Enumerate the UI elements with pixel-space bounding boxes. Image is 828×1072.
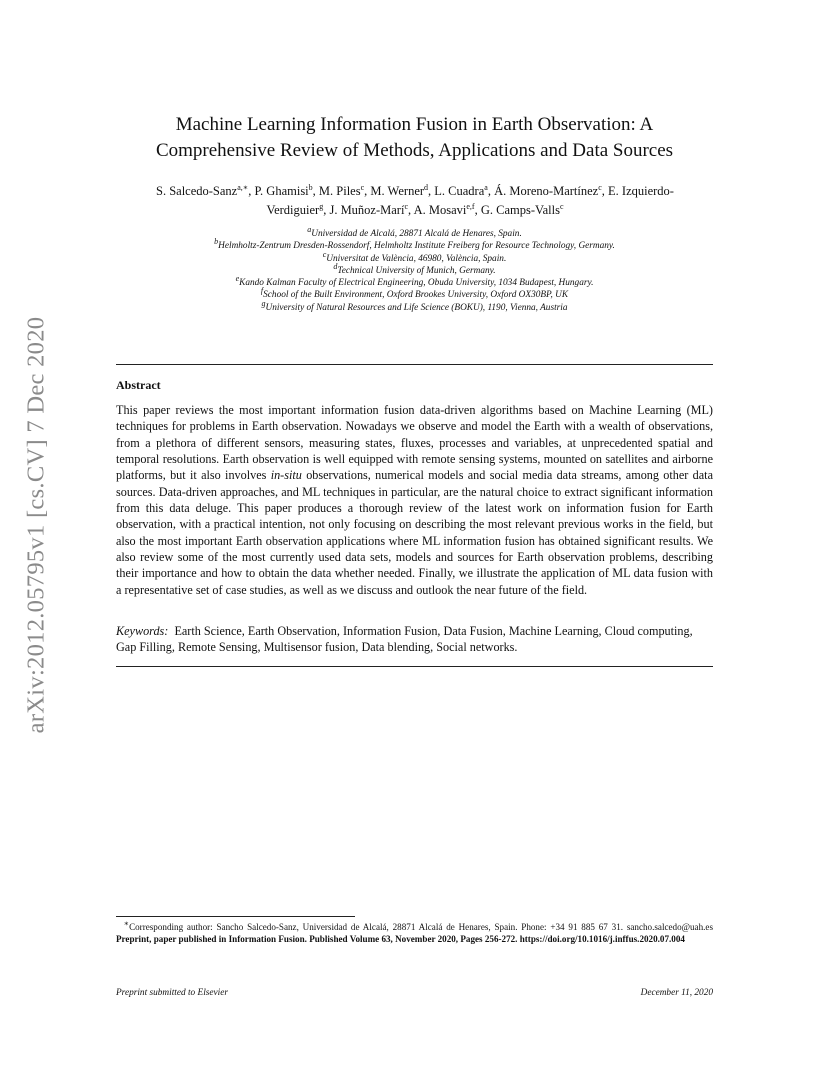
arxiv-sidebar-stamp bbox=[6, 290, 66, 760]
affiliation-mark: f bbox=[260, 286, 264, 296]
affiliation-text: Universitat de València, 46980, València, Spain. bbox=[326, 253, 507, 264]
author bbox=[156, 184, 254, 198]
bottom-divider bbox=[116, 666, 713, 667]
author-separator: , bbox=[312, 184, 319, 198]
author-affiliation-mark: c bbox=[598, 182, 602, 192]
affiliation bbox=[116, 237, 713, 252]
author-separator: , bbox=[408, 203, 414, 217]
footnote-bold-text: Preprint, paper published in Information Fusion. Published Volume 63, November 2020, Pages 256-272. https://doi.org/10.1016/j.inffus.2020.07.004 bbox=[116, 934, 685, 945]
keywords-text: Earth Science, Earth Observation, Information Fusion, Data Fusion, Machine Learning, Cloud computing, Gap Filling, Remote Sensing, Multisensor fusion, Data blending, Social networks. bbox=[116, 624, 693, 655]
affiliation-mark: d bbox=[333, 261, 338, 271]
author-affiliation-mark: b bbox=[308, 182, 313, 192]
affiliation bbox=[116, 224, 713, 240]
footnote-rule bbox=[116, 916, 355, 917]
top-divider bbox=[116, 364, 713, 365]
abstract-heading: Abstract bbox=[116, 378, 161, 392]
author-name: G. Camps-Valls bbox=[480, 203, 560, 217]
affiliation bbox=[116, 274, 713, 289]
author-affiliation-mark: d bbox=[424, 182, 429, 192]
author-name: J. Muñoz-Marí bbox=[329, 203, 405, 217]
abstract-text-part2: observations, numerical models and social media data streams, among other data sources. Data-driven approaches, and ML techniques in particular, are the natural choice to extract significant information from this data deluge. This paper produces a thorough review of the latest work on information fusion for Earth observation, with a practical intention, not only focusing on describing the most relevant previous works in the field, but also the most important Earth observation applications where ML information fusion has obtained significant results. We also review some of the most currently used data sets, models and sources for Earth observation problems, describing their importance and how to obtain the data whether needed. Finally, we illustrate the application of ML data fusion with a representative set of case studies, as well as we discuss and outlook the near future of the field. bbox=[116, 468, 713, 597]
paper-title bbox=[116, 112, 713, 164]
author-separator: , bbox=[428, 184, 435, 198]
affiliation-text: Kando Kalman Faculty of Electrical Engineering, Obuda University, 1034 Budapest, Hungary. bbox=[239, 278, 594, 289]
affiliation-text: Universidad de Alcalá, 28871 Alcalá de Henares, Spain. bbox=[311, 229, 522, 239]
author-name: M. Werner bbox=[370, 184, 425, 198]
affiliation-mark: c bbox=[322, 249, 327, 259]
author-affiliation-mark: a bbox=[484, 182, 488, 192]
affiliation-text: Technical University of Munich, Germany. bbox=[337, 265, 496, 276]
author-separator: , bbox=[487, 184, 495, 198]
title-line-1: Machine Learning Information Fusion in Earth Observation: A bbox=[175, 114, 654, 135]
author-name: A. Mosavi bbox=[413, 203, 467, 217]
author-separator: , bbox=[474, 203, 481, 217]
author-name: M. Piles bbox=[318, 184, 361, 198]
author bbox=[434, 184, 494, 198]
affiliation-mark: g bbox=[261, 298, 266, 308]
author-affiliation-mark: c bbox=[560, 201, 564, 211]
affiliation bbox=[116, 286, 713, 301]
affiliation-mark: a bbox=[307, 224, 312, 234]
footer-preprint-note: Preprint submitted to Elsevier bbox=[116, 988, 228, 998]
keywords-label: Keywords: bbox=[116, 624, 169, 638]
author-affiliation-mark: g bbox=[319, 201, 324, 211]
affiliation-list bbox=[116, 224, 713, 314]
author-name: S. Salcedo-Sanz bbox=[156, 184, 238, 198]
abstract-italic-term: in-situ bbox=[270, 468, 302, 483]
author bbox=[494, 184, 608, 198]
author-name: L. Cuadra bbox=[434, 184, 485, 198]
author-separator: , bbox=[248, 184, 255, 198]
affiliation-text: School of the Built Environment, Oxford Brookes University, Oxford OX30BP, UK bbox=[263, 290, 569, 301]
author-affiliation-mark: c bbox=[360, 182, 365, 192]
author-separator: , bbox=[364, 184, 371, 198]
author-name: Á. Moreno-Martínez bbox=[494, 184, 599, 198]
title-line-2: Comprehensive Review of Methods, Applications and Data Sources bbox=[155, 140, 674, 161]
affiliation bbox=[116, 261, 713, 277]
author-affiliation-mark: a,∗ bbox=[237, 182, 249, 192]
affiliation-text: University of Natural Resources and Life Science (BOKU), 1190, Vienna, Austria bbox=[265, 302, 568, 313]
footer-date: December 11, 2020 bbox=[640, 988, 713, 998]
abstract-text-part1: This paper reviews the most important information fusion data-driven algorithms based on Machine Learning (ML) techniques for problems in Earth observation. Nowadays we observe and model the Earth with a wealth of observations, from a plethora of different sensors, measuring states, fluxes, processes and variables, at unprecedented spatial and temporal resolutions. Earth observation is well equipped with remote sensing systems, mounted on satellites and airborne platforms, but it also involves bbox=[116, 403, 713, 483]
footnote bbox=[116, 918, 713, 946]
footnote-marker: ∗ bbox=[123, 918, 130, 928]
footnote-text: Corresponding author: Sancho Salcedo-Sanz, Universidad de Alcalá, 28871 Alcalá de Henares, Spain. Phone: +34 91 885 67 31. sancho.salcedo@uah.es bbox=[129, 922, 713, 932]
affiliation-mark: b bbox=[214, 237, 219, 247]
author bbox=[481, 203, 564, 217]
arxiv-stamp-text: arXiv:2012.05795v1 [cs.CV] 7 Dec 2020 bbox=[22, 316, 49, 734]
keywords bbox=[116, 623, 713, 656]
affiliation bbox=[116, 249, 713, 265]
author-list bbox=[130, 182, 700, 220]
author-affiliation-mark: c bbox=[404, 201, 409, 211]
author-separator: , bbox=[601, 184, 609, 198]
author bbox=[254, 184, 318, 198]
author-name: P. Ghamisi bbox=[254, 184, 309, 198]
author-name: E. Izquierdo-Verdiguier bbox=[266, 184, 674, 217]
author bbox=[370, 184, 434, 198]
author-affiliation-mark: e,f bbox=[466, 201, 475, 211]
abstract-body bbox=[116, 402, 713, 598]
author-separator: , bbox=[323, 203, 330, 217]
affiliation bbox=[116, 298, 713, 314]
author bbox=[414, 203, 481, 217]
author bbox=[319, 184, 371, 198]
affiliation-mark: e bbox=[235, 274, 240, 284]
affiliation-text: Helmholtz-Zentrum Dresden-Rossendorf, Helmholtz Institute Freiberg for Resource Technology, Germany. bbox=[218, 241, 615, 252]
author bbox=[329, 203, 413, 217]
